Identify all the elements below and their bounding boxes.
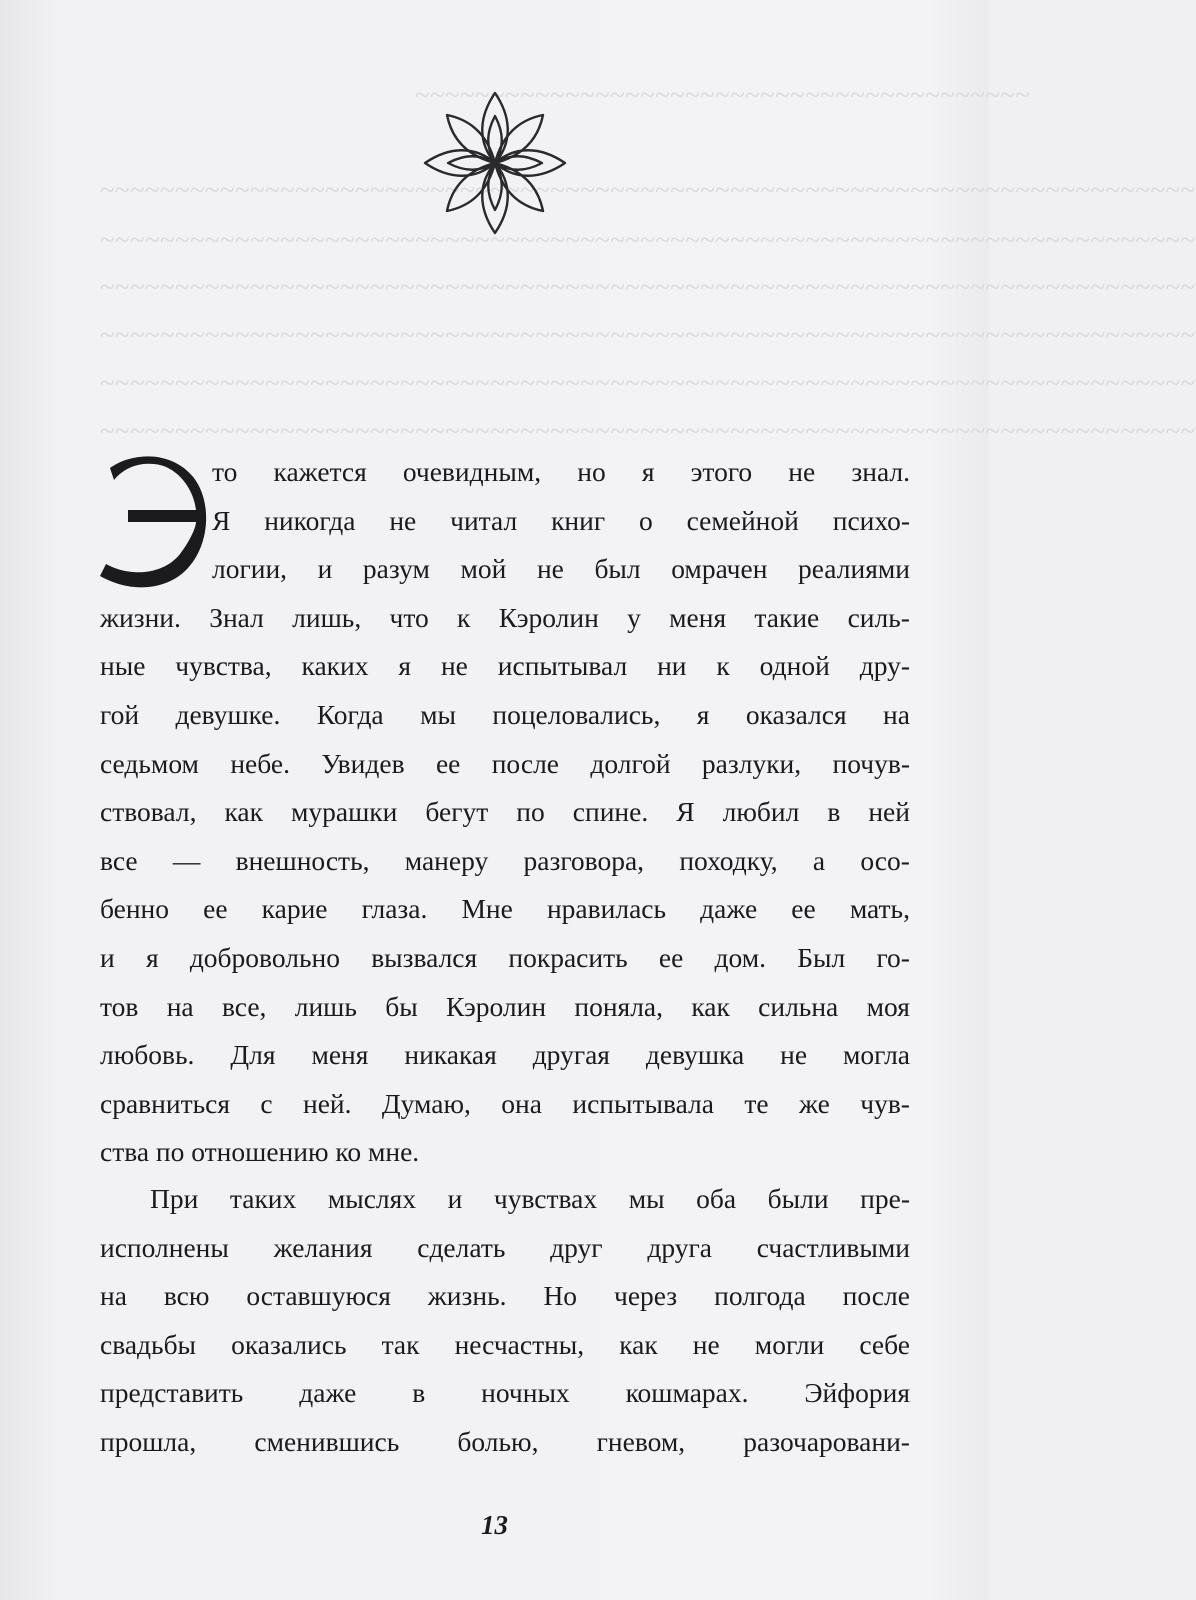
word: все, [221, 990, 267, 1022]
word: ней [868, 796, 910, 828]
word: я [641, 456, 655, 487]
word: друг [550, 1231, 603, 1263]
text-line [100, 788, 910, 837]
text-line [100, 983, 910, 1032]
text-line [100, 740, 910, 789]
word: не [780, 1039, 808, 1071]
word: добровольно [189, 941, 340, 973]
word: как [619, 1328, 658, 1360]
word: и [100, 941, 115, 973]
word: семейной [686, 504, 799, 536]
word: покрасить [508, 941, 628, 973]
word: седьмом [100, 747, 199, 779]
word: даже [299, 1377, 357, 1409]
word: спине. [572, 796, 649, 828]
word: Когда [316, 698, 384, 730]
word: и [317, 553, 333, 585]
word: такие [754, 601, 820, 633]
word: кошмарах. [625, 1377, 749, 1409]
word: ее [435, 747, 461, 779]
word: я [696, 698, 710, 730]
word: сделать [417, 1231, 506, 1263]
word: каких [301, 650, 369, 682]
text-line [100, 594, 910, 643]
word: ее [203, 893, 228, 925]
word: бенно [100, 893, 170, 925]
word: в [412, 1377, 426, 1409]
word: карие [261, 893, 328, 925]
text-line [100, 545, 910, 594]
word: меня [311, 1039, 369, 1071]
bleed-through-line: ~~~~~~~~~~~~~~~~~~~~~~~~~~~~~~~~~~~~~~~~~~~~~~~~~~~~~~~~~~~~~~~~~~~~~~~~~ [100, 272, 1196, 302]
word: же [799, 1087, 830, 1119]
word: никакая [404, 1039, 497, 1071]
word: чувствах [493, 1182, 598, 1214]
word: Но [543, 1280, 578, 1312]
word: го- [876, 941, 910, 973]
line-text [212, 497, 910, 546]
word: тов [100, 990, 139, 1022]
word: глаза. [361, 893, 428, 925]
word: я [145, 941, 159, 973]
page-number: 13 [481, 1510, 508, 1540]
word: и [447, 1182, 463, 1214]
paragraph-2 [100, 1175, 910, 1467]
word: не [536, 553, 564, 585]
word: не [788, 456, 816, 487]
line-text [100, 1418, 910, 1467]
word: разлуки, [701, 747, 802, 779]
word: Я [212, 504, 231, 536]
word: кажется [273, 456, 367, 487]
bleed-through-line: ~~~~~~~~~~~~~~~~~~~~~~~~~~~~~~~~~~~~~~~~~~~~~~~~~~~~~~~~~~~~~~~~~~~~~~~~~ [100, 175, 1196, 205]
word: после [491, 747, 560, 779]
word: вызвался [371, 941, 478, 973]
word: — [172, 844, 201, 876]
word: все [100, 844, 138, 876]
word: манеру [404, 844, 489, 876]
word: мать, [849, 893, 910, 925]
word: разочаровани- [743, 1425, 910, 1457]
word: не [389, 504, 417, 536]
word: я [398, 650, 412, 682]
word: внешность, [235, 844, 370, 876]
word: дом. [714, 941, 767, 973]
word: свадьбы [100, 1328, 197, 1360]
line-text [100, 740, 910, 789]
line-text [100, 837, 910, 886]
word: после [842, 1280, 910, 1312]
word: счастливыми [756, 1231, 910, 1263]
text-line [100, 837, 910, 886]
lotus-ornament-icon [420, 88, 570, 238]
word: меня [669, 601, 727, 633]
line-text [212, 545, 910, 594]
word: Эйфория [804, 1377, 910, 1409]
word: бегут [425, 796, 489, 828]
text-line [100, 885, 910, 934]
word: так [381, 1328, 420, 1360]
word: читал [450, 504, 518, 536]
word: Мне [461, 893, 513, 925]
word: те [744, 1087, 769, 1119]
word: исполнены [100, 1231, 229, 1263]
line-text: ства по отношению ко мне. [100, 1136, 420, 1168]
word: не [440, 650, 468, 682]
word: девушка [645, 1039, 745, 1071]
word: прошла, [100, 1425, 197, 1457]
text-line [100, 1272, 910, 1321]
word: у [627, 601, 641, 633]
word: мурашки [291, 796, 398, 828]
word: очевидным, [402, 456, 542, 487]
word: почув- [832, 747, 910, 779]
word: другая [532, 1039, 610, 1071]
word: разум [362, 553, 430, 585]
word: болью, [457, 1425, 539, 1457]
word: желания [273, 1231, 373, 1263]
word: любовь. [100, 1039, 195, 1071]
word: себе [859, 1328, 910, 1360]
word: долгой [590, 747, 671, 779]
text-line [100, 1031, 910, 1080]
word: Думаю, [381, 1087, 471, 1119]
word: оказались [231, 1328, 347, 1360]
word: поцеловались, [492, 698, 661, 730]
word: ее [791, 893, 816, 925]
word: оставшуюся [246, 1280, 391, 1312]
word: моя [866, 990, 910, 1022]
text-line [100, 448, 910, 497]
word: чув- [860, 1087, 910, 1119]
word: к [457, 601, 471, 633]
word: через [613, 1280, 678, 1312]
word: она [501, 1087, 542, 1119]
word: книг [551, 504, 606, 536]
line-text [150, 1175, 910, 1224]
word: к [716, 650, 730, 682]
word: о [639, 504, 653, 536]
word: то [212, 456, 238, 487]
word: ночных [481, 1377, 570, 1409]
word: этого [690, 456, 753, 487]
word: знал. [851, 456, 910, 487]
word: могла [843, 1039, 910, 1071]
word: жизни. [100, 601, 181, 633]
line-text [100, 1080, 910, 1129]
word: жизнь. [427, 1280, 507, 1312]
text-line [100, 1224, 910, 1273]
text-line [100, 1418, 910, 1467]
text-line [100, 934, 910, 983]
text-line [100, 1080, 910, 1129]
body-text [100, 448, 910, 1466]
word: друга [647, 1231, 712, 1263]
word: на [100, 1280, 127, 1312]
word: дру- [859, 650, 910, 682]
word: на [166, 990, 194, 1022]
word: испытывал [497, 650, 628, 682]
word: Я [676, 796, 695, 828]
word: что [389, 601, 429, 633]
word: как [224, 796, 263, 828]
word: Для [230, 1039, 276, 1071]
word: мыслях [327, 1182, 417, 1214]
line-text [100, 885, 910, 934]
word: ее [658, 941, 684, 973]
word: испытывала [572, 1087, 714, 1119]
word: гневом, [596, 1425, 686, 1457]
word: Увидев [321, 747, 405, 779]
line-text [100, 1031, 910, 1080]
word: никогда [264, 504, 356, 536]
text-line [100, 642, 910, 691]
word: а [812, 844, 826, 876]
word: сменившись [254, 1425, 400, 1457]
line-text [100, 934, 910, 983]
text-line [100, 1175, 910, 1224]
bleed-through-line: ~~~~~~~~~~~~~~~~~~~~~~~~~~~~~~~~~~~~~~~~~~~~~~~~~~~~~~~~~~~~~~~~~~~~~~~~~ [100, 416, 1196, 446]
paragraph-1 [100, 448, 910, 1177]
word: ствовал, [100, 796, 197, 828]
word: не [692, 1328, 720, 1360]
word: лишь [294, 990, 357, 1022]
line-text [212, 448, 910, 497]
word: нравилась [546, 893, 667, 925]
word: омрачен [671, 553, 768, 585]
word: были [767, 1182, 829, 1214]
word: поняла, [574, 990, 664, 1022]
word: лишь, [292, 601, 362, 633]
word: был [594, 553, 641, 585]
text-line [100, 1128, 910, 1177]
word: ней. [303, 1087, 352, 1119]
word: несчастны, [454, 1328, 585, 1360]
text-line [100, 691, 910, 740]
word: логии, [212, 553, 288, 585]
word: разговора, [523, 844, 645, 876]
word: оказался [745, 698, 847, 730]
word: пре- [860, 1182, 910, 1214]
word: могли [754, 1328, 825, 1360]
word: Был [797, 941, 846, 973]
word: сильна [758, 990, 839, 1022]
word: как [691, 990, 730, 1022]
word: девушке. [175, 698, 281, 730]
word: полгода [714, 1280, 806, 1312]
word: бы [385, 990, 418, 1022]
word: по [516, 796, 545, 828]
word: даже [700, 893, 758, 925]
word: всю [163, 1280, 210, 1312]
bleed-through-line: ~~~~~~~~~~~~~~~~~~~~~~~~~~~~~~~~~~~~~~~~~ [415, 80, 1031, 110]
word: с [260, 1087, 273, 1119]
word: на [883, 698, 910, 730]
word: ные [100, 650, 146, 682]
line-text [100, 1272, 910, 1321]
bleed-through-line: ~~~~~~~~~~~~~~~~~~~~~~~~~~~~~~~~~~~~~~~~~~~~~~~~~~~~~~~~~~~~~~~~~~~~~~~~~ [100, 225, 1196, 255]
word: осо- [860, 844, 910, 876]
word: но [577, 456, 606, 487]
text-line [100, 497, 910, 546]
word: походку, [679, 844, 778, 876]
line-text [100, 1369, 910, 1418]
text-line [100, 1369, 910, 1418]
word: силь- [847, 601, 910, 633]
word: представить [100, 1377, 244, 1409]
line-text [100, 788, 910, 837]
word: мы [628, 1182, 665, 1214]
word: мой [460, 553, 507, 585]
word: ни [657, 650, 687, 682]
word: мы [420, 698, 456, 730]
word: Знал [209, 601, 264, 633]
word: сравниться [100, 1087, 230, 1119]
line-text [100, 1224, 910, 1273]
word: таких [229, 1182, 297, 1214]
word: одной [759, 650, 830, 682]
word: чувства, [175, 650, 272, 682]
word: небе. [230, 747, 290, 779]
line-text [100, 691, 910, 740]
word: в [827, 796, 841, 828]
word: любил [722, 796, 800, 828]
bleed-through-line: ~~~~~~~~~~~~~~~~~~~~~~~~~~~~~~~~~~~~~~~~~~~~~~~~~~~~~~~~~~~~~~~~~~~~~~~~~ [100, 368, 1196, 398]
word: оба [696, 1182, 737, 1214]
word: Кэролин [498, 601, 599, 633]
line-text [100, 1321, 910, 1370]
word: психо- [832, 504, 910, 536]
bleed-through-line: ~~~~~~~~~~~~~~~~~~~~~~~~~~~~~~~~~~~~~~~~~~~~~~~~~~~~~~~~~~~~~~~~~~~~~~~~~ [100, 320, 1196, 350]
line-text [100, 642, 910, 691]
line-text [100, 983, 910, 1032]
line-text [100, 594, 910, 643]
word: При [150, 1182, 199, 1214]
word: реалиями [798, 553, 910, 585]
word: Кэролин [445, 990, 547, 1022]
text-line [100, 1321, 910, 1370]
word: гой [100, 698, 140, 730]
